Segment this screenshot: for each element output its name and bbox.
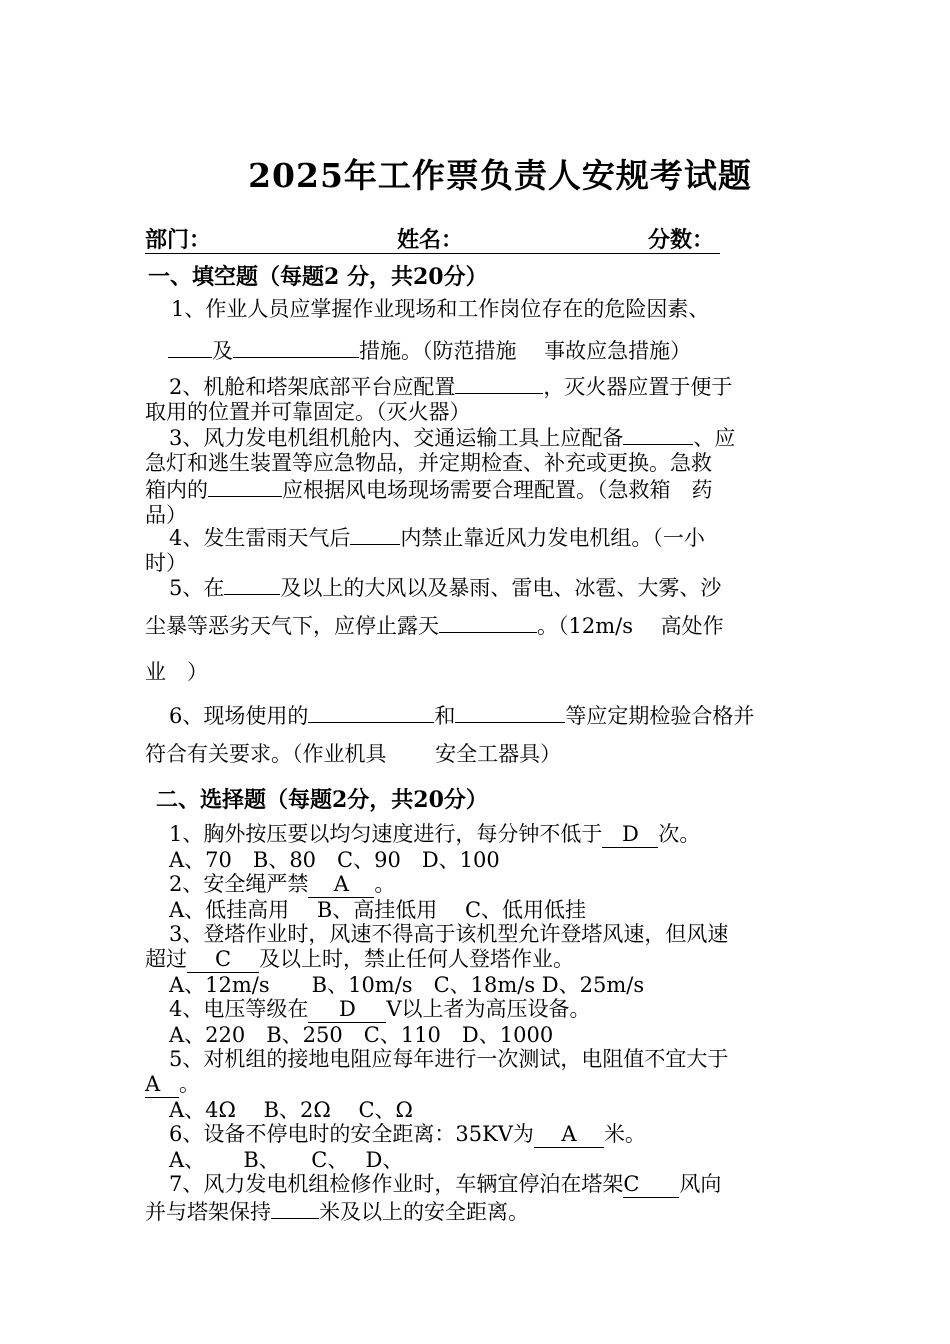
choice-answer: C	[623, 1172, 679, 1198]
choice-q5: 5、对机组的接地电阻应每年进行一次测试，电阻值不宜大于 A 。 A、4Ω B、2Ω C、Ω	[145, 1047, 807, 1123]
answer-blank	[271, 1198, 319, 1219]
choice-options: A、 B、 C、 D、	[169, 1148, 404, 1172]
fill-q6: 6、现场使用的 和 等应定期检验合格并 符合有关要求。（作业机具 安全工器具）	[145, 704, 755, 766]
choice-q4: 4、电压等级在 D V以上者为高压设备。 A、220 B、250 C、110 D、1000	[145, 997, 807, 1048]
answer-blank	[224, 574, 280, 595]
fill-q4: 4、发生雷雨天气后 内禁止靠近风力发电机组。（一小 时）	[145, 526, 705, 575]
answer-blank	[168, 337, 212, 358]
info-line	[145, 223, 720, 254]
section-choice-header: 二、选择题（每题2分，共20分）	[156, 787, 488, 813]
choice-answer: D	[602, 822, 658, 848]
choice-answer: A	[534, 1122, 604, 1148]
fill-q1-line2: 及 措施。（防范措施 事故应急措施）	[168, 337, 830, 364]
choice-answer: A	[308, 872, 374, 898]
answer-blank	[623, 424, 693, 445]
answer-blank	[439, 612, 537, 633]
choice-options: A、70 B、80 C、90 D、100	[169, 848, 500, 872]
name-label: 姓名：	[397, 227, 464, 253]
choice-q1: 1、胸外按压要以均匀速度进行，每分钟不低于 D 次。 A、70 B、80 C、90 D、100	[145, 822, 807, 873]
choice-options: A、12m/s B、10m/s C、18m/s D、25m/s	[169, 973, 645, 997]
fill-q2: 2、机舱和塔架底部平台应配置 ，灭火器应置于便于 取用的位置并可靠固定。（灭火器）	[145, 375, 733, 424]
choice-answer: A	[145, 1072, 179, 1098]
choice-answer: C	[187, 947, 259, 973]
answer-blank	[208, 476, 282, 497]
choice-q2: 2、安全绳严禁 A 。 A、低挂高用 B、高挂低用 C、低用低挂	[145, 872, 807, 923]
answer-blank	[455, 373, 543, 394]
fill-q1-line1: 1、作业人员应掌握作业现场和工作岗位存在的危险因素、	[171, 297, 710, 321]
choice-options: A、220 B、250 C、110 D、1000	[169, 1023, 554, 1047]
choice-answer: D	[308, 997, 386, 1023]
score-label: 分数：	[648, 227, 715, 253]
choice-q7: 7、风力发电机组检修作业时，车辆宜停泊在塔架C 风向 并与塔架保持 米及以上的安全距离。	[145, 1172, 722, 1224]
section-fill-header: 一、填空题（每题2 分，共20分）	[148, 264, 488, 290]
choice-q3: 3、登塔作业时，风速不得高于该机型允许登塔风速，但风速 超过 C 及以上时，禁止任何人登塔作业。 A、12m/s B、10m/s C、18m/s D、25m/s	[145, 922, 807, 998]
fill-q3: 3、风力发电机组机舱内、交通运输工具上应配备 、应 急灯和逃生装置等应急物品，并定期检查、补充或更换。急救 箱内的 应根据风电场现场需要合理配置。（急救箱 药 品）	[145, 426, 736, 527]
answer-blank	[455, 702, 565, 723]
dept-label: 部门：	[145, 227, 212, 253]
choice-q6: 6、设备不停电时的安全距离：35KV为 A 米。 A、 B、 C、 D、	[145, 1122, 807, 1173]
answer-blank	[308, 702, 434, 723]
answer-blank	[233, 337, 359, 358]
page-title: 2025年工作票负责人安规考试题	[248, 156, 752, 195]
choice-options: A、4Ω B、2Ω C、Ω	[169, 1098, 413, 1122]
answer-blank	[350, 524, 400, 545]
choice-options: A、低挂高用 B、高挂低用 C、低用低挂	[169, 898, 587, 922]
fill-q5: 5、在 及以上的大风以及暴雨、雷电、冰雹、大雾、沙 尘暴等恶劣天气下，应停止露天 。（12m/s 高处作 业 ）	[145, 576, 724, 684]
